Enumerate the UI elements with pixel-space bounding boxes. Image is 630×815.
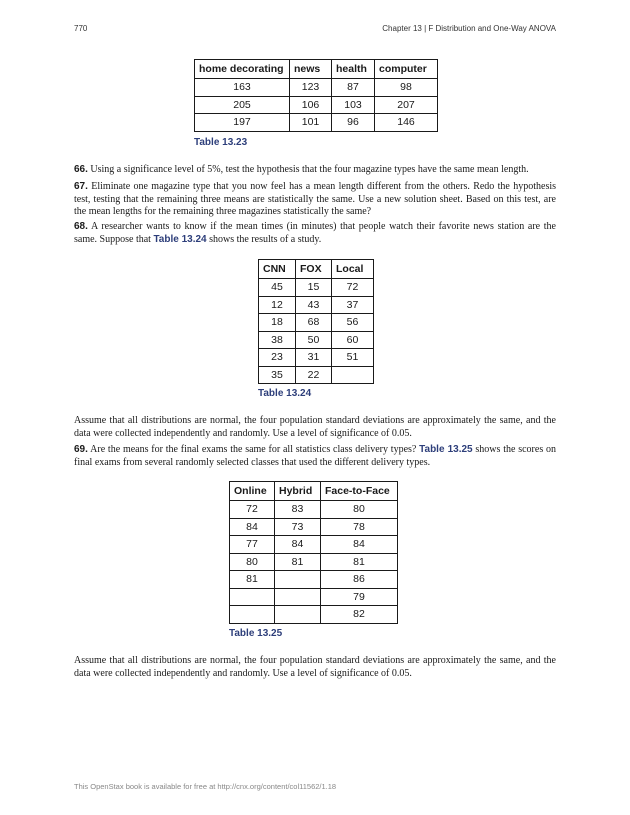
- question-67: [74, 181, 556, 219]
- column-header: Online: [230, 482, 275, 501]
- table-cell: 82: [321, 606, 398, 624]
- table-cell: 163: [195, 79, 290, 97]
- table-cell: 197: [195, 114, 290, 132]
- table-cell: 22: [296, 366, 332, 384]
- table-cell: 83: [275, 501, 321, 519]
- table-cell: 87: [332, 79, 375, 97]
- table-cell: 84: [321, 536, 398, 554]
- table-row: [230, 588, 398, 606]
- chapter-title: Chapter 13 | F Distribution and One-Way ANOVA: [382, 24, 556, 33]
- assumption-text: Assume that all distributions are normal, the four population standard deviations are approximately the same, and the data were collected independently and randomly. Use a level of significance of 0.05.: [74, 415, 556, 439]
- table-cell: 79: [321, 588, 398, 606]
- table-caption: Table 13.25: [229, 628, 283, 639]
- question-68: [74, 221, 556, 246]
- table-cell: 81: [230, 571, 275, 589]
- table-row: [259, 349, 374, 367]
- table-cell: 78: [321, 518, 398, 536]
- column-header: home decorating: [195, 60, 290, 79]
- table-cell: 81: [275, 553, 321, 571]
- table-cell: 15: [296, 279, 332, 297]
- table-row: [259, 314, 374, 332]
- table-cell: 23: [259, 349, 296, 367]
- page-number: 770: [74, 24, 88, 33]
- table-cell: 123: [290, 79, 332, 97]
- table-row: [230, 553, 398, 571]
- question-text: Using a significance level of 5%, test the hypothesis that the four magazine types have the same mean length.: [90, 164, 529, 175]
- column-header: news: [290, 60, 332, 79]
- question-text: Are the means for the final exams the same for all statistics class delivery types?: [90, 444, 420, 455]
- question-text: shows the scores on final exams from several randomly selected classes that used the different delivery types.: [74, 444, 557, 468]
- table-cell: 56: [332, 314, 374, 332]
- table-cell: 77: [230, 536, 275, 554]
- table-cell: 51: [332, 349, 374, 367]
- column-header: Local: [332, 260, 374, 279]
- table-cell: 68: [296, 314, 332, 332]
- table-cell: 38: [259, 331, 296, 349]
- table-cell: [230, 588, 275, 606]
- table-cell: 60: [332, 331, 374, 349]
- table-link[interactable]: Table 13.25: [419, 444, 473, 455]
- table-cell: [275, 606, 321, 624]
- column-header: computer: [375, 60, 438, 79]
- table-cell: 84: [275, 536, 321, 554]
- table-row: [259, 366, 374, 384]
- table-cell: 80: [230, 553, 275, 571]
- question-number: 66.: [74, 164, 88, 175]
- table-row: [195, 79, 438, 97]
- table-cell: 101: [290, 114, 332, 132]
- column-header: CNN: [259, 260, 296, 279]
- question-text: Eliminate one magazine type that you now feel has a mean length different from the others. Redo the hypothesis test, testing that the remaining three means are statistically the same. Use a new solution sheet. Based on this test, are the mean lengths for the remaining three magazines statistically the same?: [74, 181, 557, 217]
- table-13-24: [258, 259, 374, 384]
- question-69: [74, 444, 556, 469]
- question-number: 67.: [74, 181, 88, 192]
- assumption-text: Assume that all distributions are normal, the four population standard deviations are approximately the same, and the data were collected independently and randomly. Use a level of significance of 0.05.: [74, 655, 556, 679]
- table-header-row: [230, 482, 398, 501]
- table-cell: 37: [332, 296, 374, 314]
- table-row: [230, 606, 398, 624]
- table-cell: 45: [259, 279, 296, 297]
- table-cell: 12: [259, 296, 296, 314]
- table-row: [230, 571, 398, 589]
- table-cell: 72: [230, 501, 275, 519]
- question-number: 68.: [74, 221, 88, 232]
- table-row: [230, 518, 398, 536]
- table-cell: [332, 366, 374, 384]
- table-header-row: [195, 60, 438, 79]
- table-cell: [275, 571, 321, 589]
- table-cell: 207: [375, 96, 438, 114]
- table-cell: 31: [296, 349, 332, 367]
- table-cell: 84: [230, 518, 275, 536]
- table-cell: 80: [321, 501, 398, 519]
- question-66: [74, 164, 556, 177]
- column-header: Hybrid: [275, 482, 321, 501]
- footer-text: This OpenStax book is available for free at http://cnx.org/content/col11562/1.18: [74, 782, 337, 791]
- table-row: [230, 536, 398, 554]
- table-cell: 35: [259, 366, 296, 384]
- table-13-25: [229, 481, 398, 624]
- table-cell: 43: [296, 296, 332, 314]
- table-cell: 205: [195, 96, 290, 114]
- table-cell: 73: [275, 518, 321, 536]
- table-link[interactable]: Table 13.24: [153, 233, 207, 245]
- table-cell: 98: [375, 79, 438, 97]
- table-13-23: [194, 59, 438, 132]
- table-cell: 18: [259, 314, 296, 332]
- table-cell: 106: [290, 96, 332, 114]
- table-cell: [230, 606, 275, 624]
- column-header: FOX: [296, 260, 332, 279]
- question-text: A researcher wants to know if the mean times (in minutes) that people watch their favorite news station are the same. Suppose that: [74, 221, 556, 245]
- question-number: 69.: [74, 444, 88, 455]
- table-row: [195, 96, 438, 114]
- table-header-row: [259, 260, 374, 279]
- question-text: shows the results of a study.: [206, 233, 322, 245]
- table-row: [259, 331, 374, 349]
- table-row: [195, 114, 438, 132]
- table-cell: [275, 588, 321, 606]
- table-caption: Table 13.23: [194, 137, 248, 148]
- table-cell: 50: [296, 331, 332, 349]
- table-cell: 81: [321, 553, 398, 571]
- table-cell: 86: [321, 571, 398, 589]
- table-cell: 96: [332, 114, 375, 132]
- table-caption: Table 13.24: [258, 388, 312, 399]
- table-row: [259, 279, 374, 297]
- column-header: health: [332, 60, 375, 79]
- table-cell: 72: [332, 279, 374, 297]
- table-cell: 146: [375, 114, 438, 132]
- column-header: Face-to-Face: [321, 482, 398, 501]
- table-cell: 103: [332, 96, 375, 114]
- table-row: [259, 296, 374, 314]
- table-row: [230, 501, 398, 519]
